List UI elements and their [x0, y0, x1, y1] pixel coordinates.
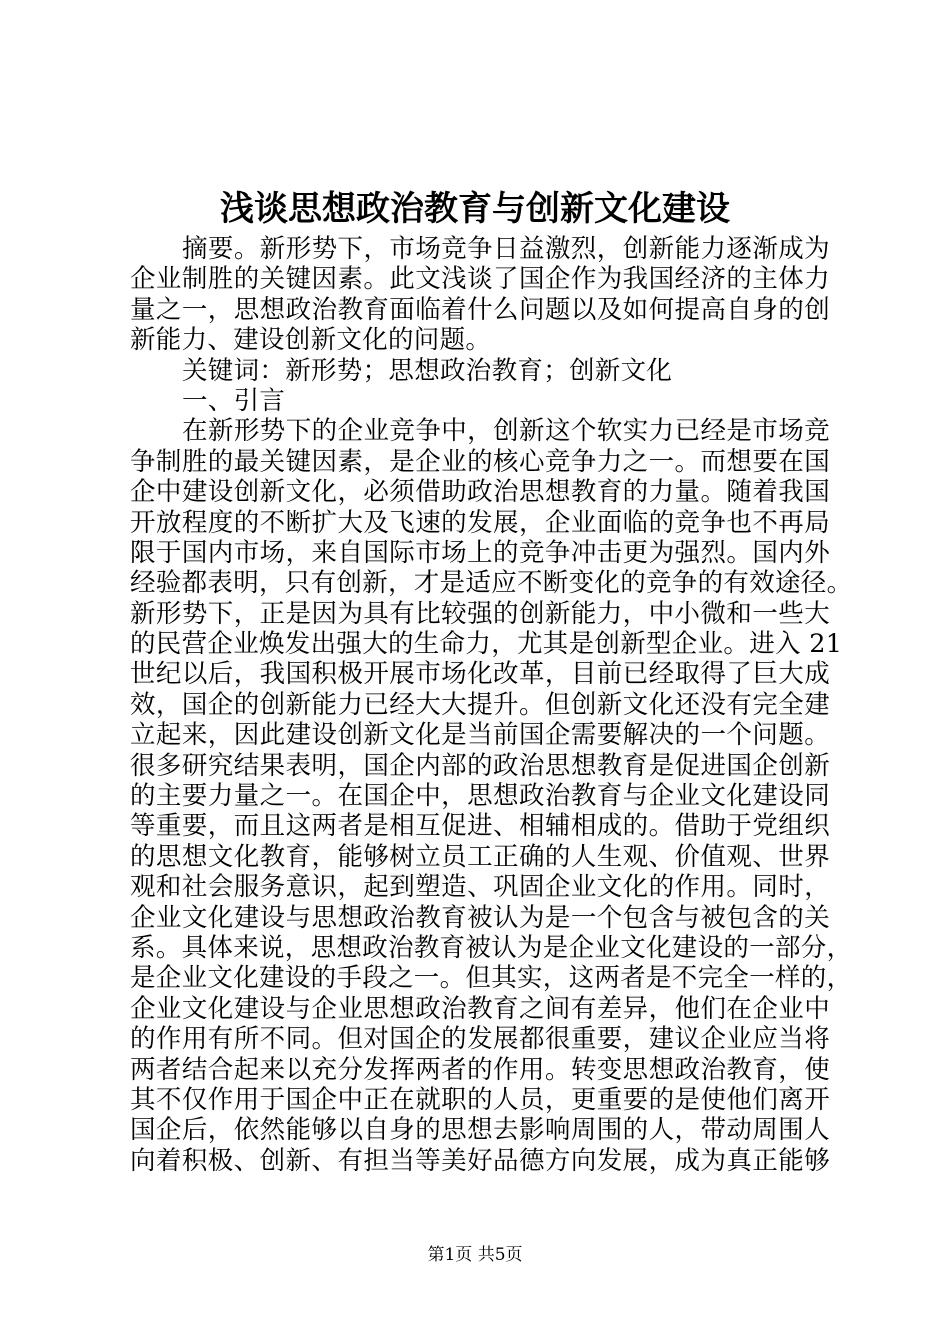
text-line: 企业文化建设与思想政治教育被认为是一个包含与被包含的关	[130, 902, 830, 933]
text-line: 争制胜的最关键因素，是企业的核心竞争力之一。而想要在国	[130, 446, 830, 477]
text-line: 新能力、建设创新文化的问题。	[130, 325, 492, 356]
text-line: 世纪以后，我国积极开展市场化改革，目前已经取得了巨大成	[130, 659, 830, 690]
text-line: 的思想文化教育，能够树立员工正确的人生观、价值观、世界	[130, 841, 830, 872]
text-line: 的作用有所不同。但对国企的发展都很重要，建议企业应当将	[130, 1024, 830, 1055]
document-title: 浅谈思想政治教育与创新文化建设	[220, 189, 730, 229]
text-line: 立起来，因此建设创新文化是当前国企需要解决的一个问题。	[130, 720, 830, 751]
text-line: 新形势下，正是因为具有比较强的创新能力，中小微和一些大	[130, 598, 830, 629]
text-line: 限于国内市场，来自国际市场上的竞争冲击更为强烈。国内外	[130, 537, 830, 568]
text-line: 企业制胜的关键因素。此文浅谈了国企作为我国经济的主体力	[130, 264, 830, 295]
text-line: 两者结合起来以充分发挥两者的作用。转变思想政治教育，使	[130, 1054, 830, 1085]
text-line: 等重要，而且这两者是相互促进、相辅相成的。借助于党组织	[130, 811, 830, 842]
text-line: 的民营企业焕发出强大的生命力，尤其是创新型企业。进入 21	[130, 629, 843, 660]
text-line: 很多研究结果表明，国企内部的政治思想教育是促进国企创新	[130, 750, 830, 781]
text-line: 经验都表明，只有创新，才是适应不断变化的竞争的有效途径。	[130, 568, 853, 599]
text-line: 在新形势下的企业竞争中，创新这个软实力已经是市场竞	[182, 416, 830, 447]
text-line: 一、引言	[182, 385, 286, 416]
text-line: 的主要力量之一。在国企中，思想政治教育与企业文化建设同	[130, 781, 830, 812]
text-line: 观和社会服务意识，起到塑造、巩固企业文化的作用。同时，	[130, 872, 830, 903]
text-line: 量之一，思想政治教育面临着什么问题以及如何提高自身的创	[130, 294, 830, 325]
text-line: 关键词：新形势；思想政治教育；创新文化	[182, 355, 673, 386]
text-line: 国企后，依然能够以自身的思想去影响周围的人，带动周围人	[130, 1115, 830, 1146]
text-line: 效，国企的创新能力已经大大提升。但创新文化还没有完全建	[130, 689, 830, 720]
text-line: 向着积极、创新、有担当等美好品德方向发展，成为真正能够	[130, 1145, 830, 1176]
text-line: 开放程度的不断扩大及飞速的发展，企业面临的竞争也不再局	[130, 507, 830, 538]
text-line: 系。具体来说，思想政治教育被认为是企业文化建设的一部分，	[130, 932, 853, 963]
text-line: 是企业文化建设的手段之一。但其实，这两者是不完全一样的，	[130, 963, 853, 994]
text-line: 企中建设创新文化，必须借助政治思想教育的力量。随着我国	[130, 477, 830, 508]
text-line: 摘要。新形势下，市场竞争日益激烈，创新能力逐渐成为	[182, 234, 830, 264]
text-line: 企业文化建设与企业思想政治教育之间有差异，他们在企业中	[130, 993, 830, 1024]
document-body	[130, 234, 853, 1176]
page-footer: 第1页 共5页	[427, 1245, 523, 1265]
text-line: 其不仅作用于国企中正在就职的人员，更重要的是使他们离开	[130, 1084, 830, 1115]
